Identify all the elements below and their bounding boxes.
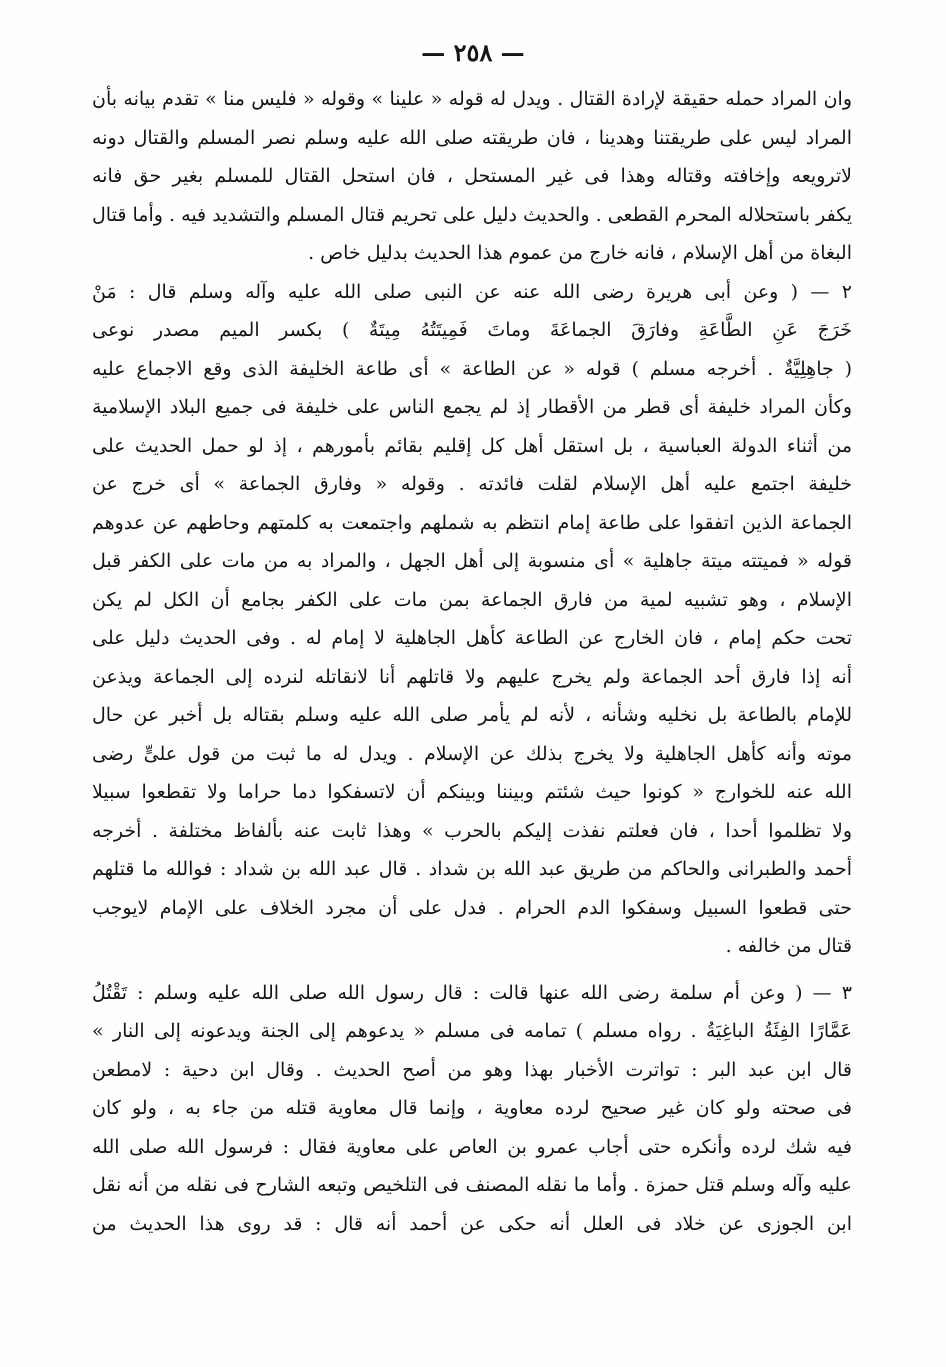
text-line: لاترويعه وإخافته وقتاله وهذا فى غير المستحل ، فان استحل القتال للمسلم بغير حق فانه	[92, 165, 852, 187]
text-line: ( جاهِلِيَّةٌ . أخرجه مسلم ) قوله « عن الطاعة » أى طاعة الخليفة الذى وقع الاجماع عليه	[92, 357, 852, 380]
text-line: للإمام بالطاعة بل نخليه وشأنه ، لأنه لم يأمر صلى الله عليه وسلم بقتاله بل أخبر عن حال	[92, 704, 852, 726]
text-line: حتى قطعوا السبيل وسفكوا الدم الحرام . فدل على أن مجرد الخلاف على الإمام لايوجب	[92, 896, 852, 919]
text-line: ولا تظلموا أحدا ، فان فعلتم نفذت إليكم بالحرب » وهذا ثابت عنه بألفاظ مختلفة . أخرجه	[92, 819, 852, 842]
text-line: ٣ — ( وعن أم سلمة رضى الله عنها قالت : قال رسول الله صلى الله عليه وسلم : تَقْتُلُ	[92, 981, 852, 1004]
text-line: وكأن المراد خليفة أى قطر من الأقطار إذ لم يجمع الناس على خليفة فى جميع البلاد الإسلامية	[92, 396, 852, 418]
text-line: يكفر باستحلاله المحرم القطعى . والحديث دليل على تحريم قتال المسلم والتشديد فيه . وأما قتال	[92, 203, 852, 226]
text-line: الجماعة الذين اتفقوا على طاعة إمام انتظم به شملهم واجتمعت به كلمتهم وحاطهم عن عدوهم	[92, 511, 852, 534]
text-line: ابن الجوزى عن خلاد فى العلل أنه حكى عن أحمد أنه قال : قد روى هذا الحديث من	[92, 1212, 852, 1235]
paragraph-3	[92, 974, 852, 1244]
page-body	[92, 80, 852, 1243]
page-number: — ٢٥٨ —	[421, 38, 525, 67]
text-line: موته وأنه كأهل الجاهلية ولا يخرج بذلك عن الإسلام . ويدل له ما ثبت من قول علىٍّ رضى	[92, 742, 852, 765]
text-line: تحت حكم إمام ، فان الخارج عن الطاعة كأهل الجاهلية لا إمام له . وفى الحديث دليل على	[92, 627, 852, 649]
text-line: أنه إذا فارق أحد الجماعة ولم يخرج عليهم ولا قاتلهم أنا لانقاتله لنرده إلى الجماعة ويذعن	[92, 665, 852, 688]
text-line: قال ابن عبد البر : تواترت الأخبار بهذا وهو من أصح الحديث . وقال ابن دحية : لامطعن	[92, 1058, 852, 1081]
text-line: قتال من خالفه .	[725, 935, 852, 957]
text-line: عليه وآله وسلم قتل حمزة . وأما ما نقله المصنف فى التلخيص وتبعه الشارح فى نقله من أنه نقل	[92, 1174, 852, 1196]
text-line: المراد ليس على طريقتنا وهدينا ، فان طريقته صلى الله عليه وسلم نصر المسلم والقتال دونه	[92, 126, 852, 149]
text-line: خَرَجَ عَنِ الطَّاعَةِ وفارَقَ الجماعَةَ وماتَ فَمِيتَتُهُ مِيتَةٌ ) بكسر الميم مصدر نوعى	[92, 319, 852, 341]
text-line: عَمَّارًا الفِئَةُ الباغِيَةُ . رواه مسلم ) تمامه فى مسلم « يدعوهم إلى الجنة ويدعونه إلى النار »	[92, 1020, 852, 1042]
paragraph-2	[92, 273, 852, 966]
text-line: أحمد والطبرانى والحاكم من طريق عبد الله بن شداد . قال عبد الله بن شداد : فوالله ما قتلهم	[92, 858, 852, 880]
paragraph-1	[92, 80, 852, 273]
text-line: فى صحته ولو كان غير صحيح لرده معاوية ، وإنما قال معاوية قتله من جاء به ، ولو كان	[92, 1097, 852, 1119]
paragraph-gap	[92, 966, 852, 974]
text-line: الله عنه للخوارج « كونوا حيث شئتم وبيننا وبينكم أن لاتسفكوا دما حراما ولا تقطعوا سبيلا	[92, 781, 852, 803]
text-line: ٢ — ( وعن أبى هريرة رضى الله عنه عن النبى صلى الله عليه وآله وسلم قال : مَنْ	[92, 280, 852, 303]
text-line: فيه شك لرده وأنكره حتى أجاب عمرو بن العاص على معاوية فقال : فرسول الله صلى الله	[92, 1135, 852, 1158]
text-line: خليفة اجتمع عليه أهل الإسلام لقلت فائدته . وقوله « وفارق الجماعة » أى خرج عن	[92, 473, 852, 495]
text-line: الإسلام ، وهو تشبيه لمية من فارق الجماعة بمن مات على الكفر بجامع أن الكل لم يكن	[92, 588, 852, 611]
text-line: وان المراد حمله حقيقة لإرادة القتال . ويدل له قوله « علينا » وقوله « فليس منا » تقدم بيانه بأن	[92, 88, 852, 110]
text-line: البغاة من أهل الإسلام ، فانه خارج من عموم هذا الحديث بدليل خاص .	[308, 242, 852, 264]
text-line: من أثناء الدولة العباسية ، بل استقل أهل كل إقليم بقائم بأمورهم ، إذ لو حمل الحديث على	[92, 434, 852, 457]
text-line: قوله « فميتته ميتة جاهلية » أى منسوبة إلى أهل الجهل ، والمراد به من مات على الكفر قبل	[92, 550, 852, 572]
